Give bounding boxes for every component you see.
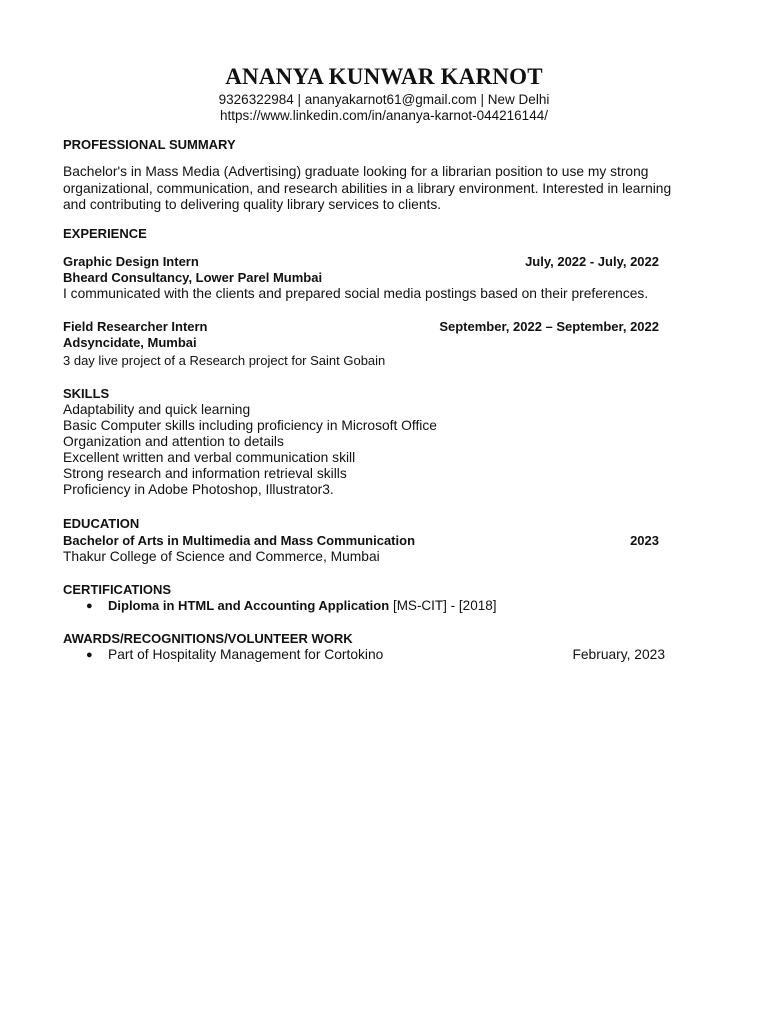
job-company: Bheard Consultancy, Lower Parel Mumbai (63, 270, 323, 285)
bullet-icon: ● (86, 649, 93, 661)
job-title: Field Researcher Intern (63, 319, 208, 334)
experience-heading: EXPERIENCE (63, 226, 147, 241)
skills-list (63, 402, 437, 499)
job-description: 3 day live project of a Research project for Saint Gobain (63, 353, 386, 368)
degree: Bachelor of Arts in Multimedia and Mass Communication (63, 533, 416, 548)
certification-detail: [MS-CIT] - [2018] (389, 598, 497, 613)
job-company: Adsyncidate, Mumbai (63, 335, 197, 350)
skill-item: Excellent written and verbal communication skill (63, 450, 356, 466)
skill-item: Adaptability and quick learning (63, 402, 251, 417)
award-date: February, 2023 (572, 647, 665, 662)
school: Thakur College of Science and Commerce, Mumbai (63, 549, 380, 564)
skill-item: Organization and attention to details (63, 434, 284, 450)
certification-name: Diploma in HTML and Accounting Application (108, 598, 390, 613)
certification-item (108, 598, 496, 614)
awards-heading: AWARDS/RECOGNITIONS/VOLUNTEER WORK (63, 631, 353, 646)
skills-heading: SKILLS (63, 386, 110, 401)
graduation-year: 2023 (630, 533, 659, 548)
award-item: Part of Hospitality Management for Cortokino (108, 647, 384, 662)
job-dates: September, 2022 – September, 2022 (439, 319, 659, 334)
job-description: I communicated with the clients and prepared social media postings based on their preferences. (63, 286, 649, 301)
summary-heading: PROFESSIONAL SUMMARY (63, 137, 236, 152)
linkedin-url[interactable]: https://www.linkedin.com/in/ananya-karnot-044216144/ (220, 108, 548, 123)
skill-item: Basic Computer skills including proficiency in Microsoft Office (63, 418, 437, 434)
job-dates: July, 2022 - July, 2022 (525, 254, 659, 269)
contact-line: 9326322984 | ananyakarnot61@gmail.com | New Delhi (218, 92, 550, 107)
summary-text: Bachelor's in Mass Media (Advertising) graduate looking for a librarian position to use my strong organizational, communication, and research abilities in a library environment. Interested in learning and contributing to delivering quality library services to clients. (63, 164, 672, 212)
skill-item: Strong research and information retrieval skills (63, 466, 347, 482)
certifications-heading: CERTIFICATIONS (63, 582, 172, 597)
candidate-name: ANANYA KUNWAR KARNOT (225, 64, 543, 89)
job-title: Graphic Design Intern (63, 254, 199, 269)
education-heading: EDUCATION (63, 516, 140, 531)
skill-item: Proficiency in Adobe Photoshop, Illustrator3. (63, 482, 334, 498)
bullet-icon: ● (86, 600, 93, 612)
